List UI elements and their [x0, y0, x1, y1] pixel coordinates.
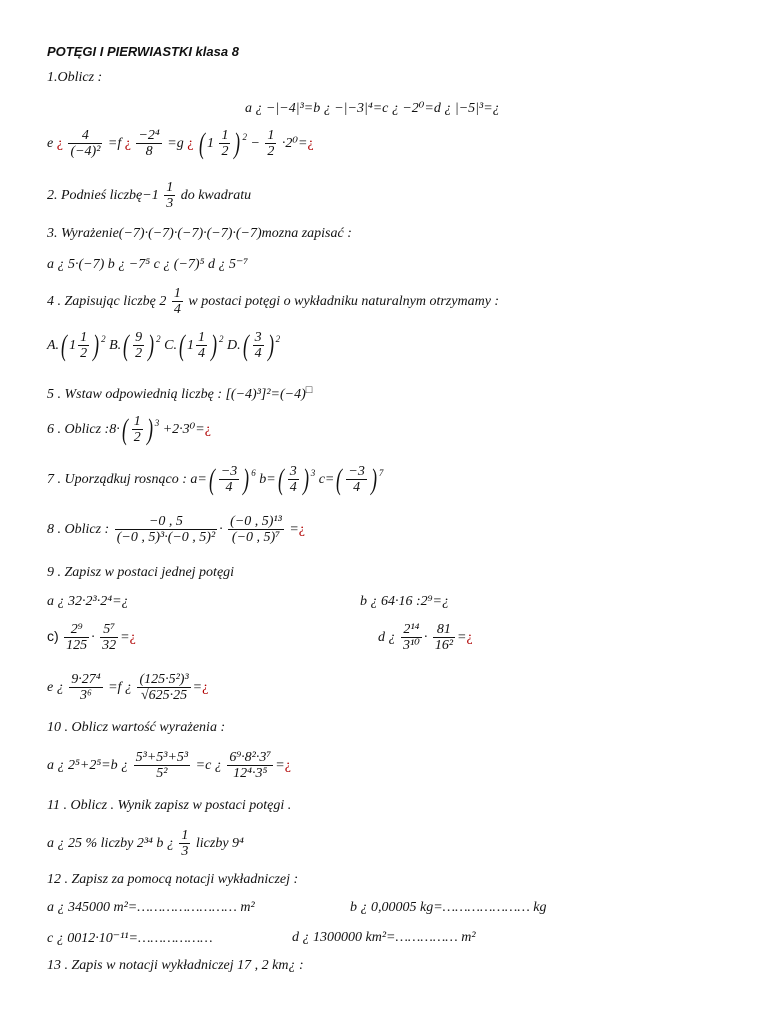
problem-9-a: a ¿ 32·2³·2⁴=¿	[47, 594, 129, 609]
problem-12-heading: 12 . Zapisz za pomocą notacji wykładniczej :	[47, 872, 299, 887]
page-title: POTĘGI I PIERWIASTKI klasa 8	[47, 44, 239, 59]
problem-4: 4 . Zapisując liczbę 2 $\frac{1}{4}$ w postaci potęgi o wykładniku naturalnym otrzymamy :	[47, 286, 500, 318]
problem-11-heading: 11 . Oblicz . Wynik zapisz w postaci potęgi .	[47, 798, 292, 813]
problem-11-line: a ¿ 25 % liczby 2³⁴ b ¿ $\frac{1}{3}$ liczby 9⁴	[47, 828, 244, 860]
problem-4-options: A.( 1 $\frac{1}{2}$ ) $^2$ B.( $\frac{9}{2}$ ) $^2$ C.( 1 $\frac{1}{4}$ ) $^2$ D.( $\frac{3}{4}$ ) $^2$	[47, 328, 281, 362]
problem-6: 6 . Oblicz :8·( $\frac{1}{2}$ ) $^3$ +2·3⁰=¿	[47, 412, 211, 446]
fraction-p4: $\frac{1}{4}$	[173, 286, 181, 318]
problem-1-heading: 1.Oblicz :	[47, 70, 103, 85]
problem-9-e: e ¿ $\frac{\text{9·27⁴}}{\text{3⁶}}$ =f ¿ $\frac{\text{(125·5²)³}}{√625\cdot 25}$ =¿	[47, 672, 209, 704]
problem-12-d: d ¿ 1300000 km²=…………… m²	[292, 930, 476, 945]
problem-9-heading: 9 . Zapisz w postaci jednej potęgi	[47, 565, 235, 580]
problem-9-c: c) $\frac{\text{2⁹}}{125}$ · $\frac{\text{5⁷}}{32}$ =¿	[47, 622, 136, 654]
problem-7: 7 . Uporządkuj rosnąco : a=( $\frac{-3}{4}$ ) $^6$ b=( $\frac{3}{4}$ ) $^3$ c=( $\frac{-3}{4}$ ) $^7$	[47, 462, 384, 496]
problem-9-b: b ¿ 64·16 :2⁹=¿	[360, 594, 449, 609]
fraction-p8b: $\frac{\text{(−0 , 5)¹³}}{\text{(−0 , 5)⁷}}$	[230, 514, 282, 546]
problem-5: 5 . Wstaw odpowiednią liczbę : [(−4)³]²=(−4)□	[47, 384, 313, 402]
fraction-e: $\frac{4}{\text{(−4)²}}$	[70, 128, 101, 160]
fraction-g2: $\frac{1}{2}$	[267, 128, 275, 160]
problem-12-b: b ¿ 0,00005 kg=………………… kg	[350, 900, 547, 915]
problem-12-c: c ¿ 0012·10⁻¹¹=………………	[47, 931, 213, 946]
problem-1-line-e: e ¿ $\frac{4}{\text{(−4)²}}$ =f ¿ $\frac{\text{−2⁴}}{8}$ =g ¿ ( 1 $\frac{1}{2}$ ) $^2$ − $\frac{1}{2}$ ·2⁰=¿	[47, 126, 314, 160]
answer-box[interactable]: □	[305, 384, 313, 396]
problem-3: 3. Wyrażenie(−7)·(−7)·(−7)·(−7)·(−7)mozna zapisać :	[47, 226, 352, 241]
problem-1-line-a: a ¿ −|−4|³=b ¿ −|−3|⁴=c ¿ −2⁰=d ¿ |−5|³=¿	[245, 101, 500, 116]
problem-10-line: a ¿ 2⁵+2⁵=b ¿ $\frac{\text{5³+5³+5³}}{\text{5²}}$ =c ¿ $\frac{\text{6⁹·8²·3⁷}}{\text{12⁴·3⁵}}$ =¿	[47, 750, 291, 782]
problem-8: 8 . Oblicz : $\frac{-0 , 5}{\text{(−0 , 5)³·(−0 , 5)²}}$ · $\frac{\text{(−0 , 5)¹³}}{\text{(−0 , 5)⁷}}$ =¿	[47, 514, 305, 546]
problem-12-a: a ¿ 345000 m²=…………………… m²	[47, 900, 255, 915]
problem-3-options: a ¿ 5·(−7) b ¿ −7⁵ c ¿ (−7)⁵ d ¿ 5⁻⁷	[47, 257, 249, 272]
fraction-p2: $\frac{1}{3}$	[166, 180, 174, 212]
fraction-f: $\frac{\text{−2⁴}}{8}$	[138, 128, 160, 160]
problem-13: 13 . Zapis w notacji wykładniczej 17 , 2 km¿ :	[47, 958, 304, 973]
fraction-g1: $\frac{1}{2}$	[221, 128, 229, 160]
problem-2: 2. Podnieś liczbę−1 $\frac{1}{3}$ do kwadratu	[47, 180, 252, 212]
problem-10-heading: 10 . Oblicz wartość wyrażenia :	[47, 720, 226, 735]
fraction-p8a: $\frac{-0 , 5}{\text{(−0 , 5)³·(−0 , 5)²}}$	[116, 514, 216, 546]
problem-9-d: d ¿ $\frac{\text{2¹⁴}}{\text{3¹⁰}}$ · $\frac{81}{\text{16²}}$ =¿	[378, 622, 473, 654]
